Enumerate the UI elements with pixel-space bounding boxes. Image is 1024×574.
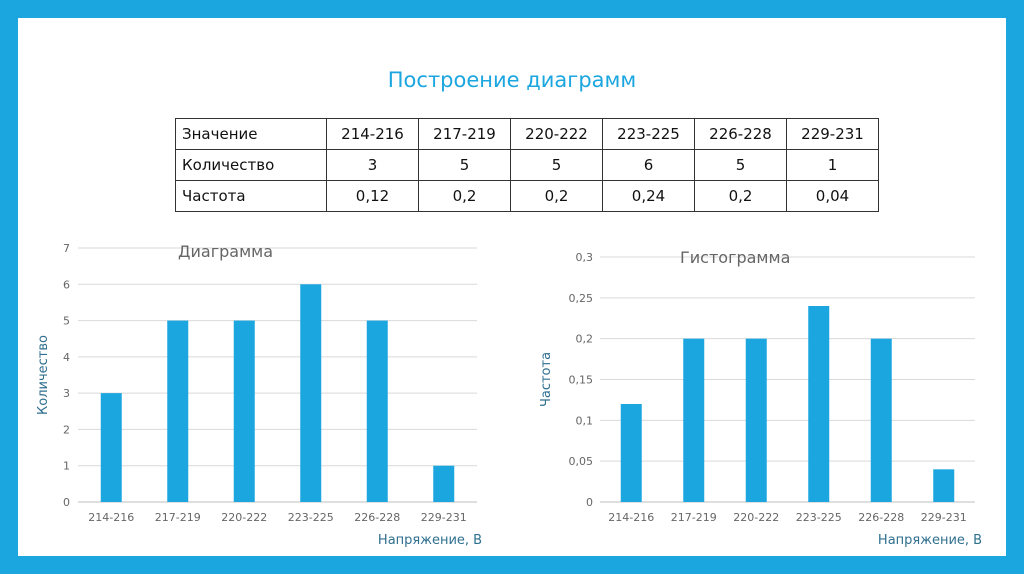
table-cell: 0,04 bbox=[787, 181, 879, 212]
table-cell: 5 bbox=[695, 150, 787, 181]
x-tick-label: 217-219 bbox=[670, 511, 717, 524]
bar bbox=[933, 469, 954, 502]
y-tick-label: 3 bbox=[63, 387, 70, 401]
table-cell: 220-222 bbox=[511, 119, 603, 150]
y-tick-label: 5 bbox=[63, 314, 70, 328]
table-cell: 217-219 bbox=[419, 119, 511, 150]
table-cell: 0,2 bbox=[695, 181, 787, 212]
x-tick-label: 229-231 bbox=[920, 511, 967, 524]
x-tick-label: 229-231 bbox=[420, 511, 467, 524]
y-tick-label: 0,25 bbox=[568, 291, 593, 305]
y-tick-label: 0,2 bbox=[575, 332, 593, 346]
y-axis-label: Частота bbox=[539, 351, 554, 408]
table-cell: 3 bbox=[327, 150, 419, 181]
x-axis-label: Напряжение, В bbox=[877, 533, 983, 548]
chart-title: Гистограмма bbox=[680, 248, 791, 267]
y-tick-label: 1 bbox=[63, 459, 70, 473]
y-tick-label: 0 bbox=[63, 496, 70, 509]
row-label: Частота bbox=[176, 181, 327, 212]
table-cell: 5 bbox=[419, 150, 511, 181]
x-tick-label: 223-225 bbox=[287, 511, 334, 524]
bar bbox=[746, 339, 767, 502]
table-cell: 0,2 bbox=[419, 181, 511, 212]
x-tick-label: 226-228 bbox=[858, 511, 905, 524]
y-tick-label: 0,3 bbox=[575, 251, 593, 264]
x-tick-label: 226-228 bbox=[354, 511, 401, 524]
table-cell: 1 bbox=[787, 150, 879, 181]
y-tick-label: 6 bbox=[63, 278, 70, 292]
table-cell: 229-231 bbox=[787, 119, 879, 150]
table-cell: 214-216 bbox=[327, 119, 419, 150]
x-tick-label: 217-219 bbox=[154, 511, 201, 524]
table-cell: 6 bbox=[603, 150, 695, 181]
row-label: Количество bbox=[176, 150, 327, 181]
table-cell: 223-225 bbox=[603, 119, 695, 150]
y-tick-label: 4 bbox=[63, 350, 70, 364]
y-tick-label: 7 bbox=[63, 242, 70, 255]
bar bbox=[683, 339, 704, 502]
y-tick-label: 0,1 bbox=[575, 414, 593, 428]
bar bbox=[808, 306, 829, 502]
chart-title: Диаграмма bbox=[178, 242, 274, 261]
x-tick-label: 220-222 bbox=[221, 511, 268, 524]
y-axis-label: Количество bbox=[36, 335, 51, 415]
table-cell: 0,24 bbox=[603, 181, 695, 212]
y-tick-label: 0,05 bbox=[568, 455, 593, 469]
row-label: Значение bbox=[176, 119, 327, 150]
table-cell: 5 bbox=[511, 150, 603, 181]
table-cell: 226-228 bbox=[695, 119, 787, 150]
table-cell: 0,2 bbox=[511, 181, 603, 212]
slide-title: Построение диаграмм bbox=[387, 68, 637, 92]
y-tick-label: 2 bbox=[63, 423, 70, 437]
table-cell: 0,12 bbox=[327, 181, 419, 212]
x-tick-label: 214-216 bbox=[88, 511, 135, 524]
x-tick-label: 214-216 bbox=[608, 511, 655, 524]
bar bbox=[621, 404, 642, 502]
x-tick-label: 220-222 bbox=[733, 511, 780, 524]
x-axis-label: Напряжение, В bbox=[377, 533, 483, 548]
y-tick-label: 0 bbox=[586, 496, 593, 509]
bar bbox=[871, 339, 892, 502]
x-tick-label: 223-225 bbox=[795, 511, 842, 524]
y-tick-label: 0,15 bbox=[568, 373, 593, 387]
